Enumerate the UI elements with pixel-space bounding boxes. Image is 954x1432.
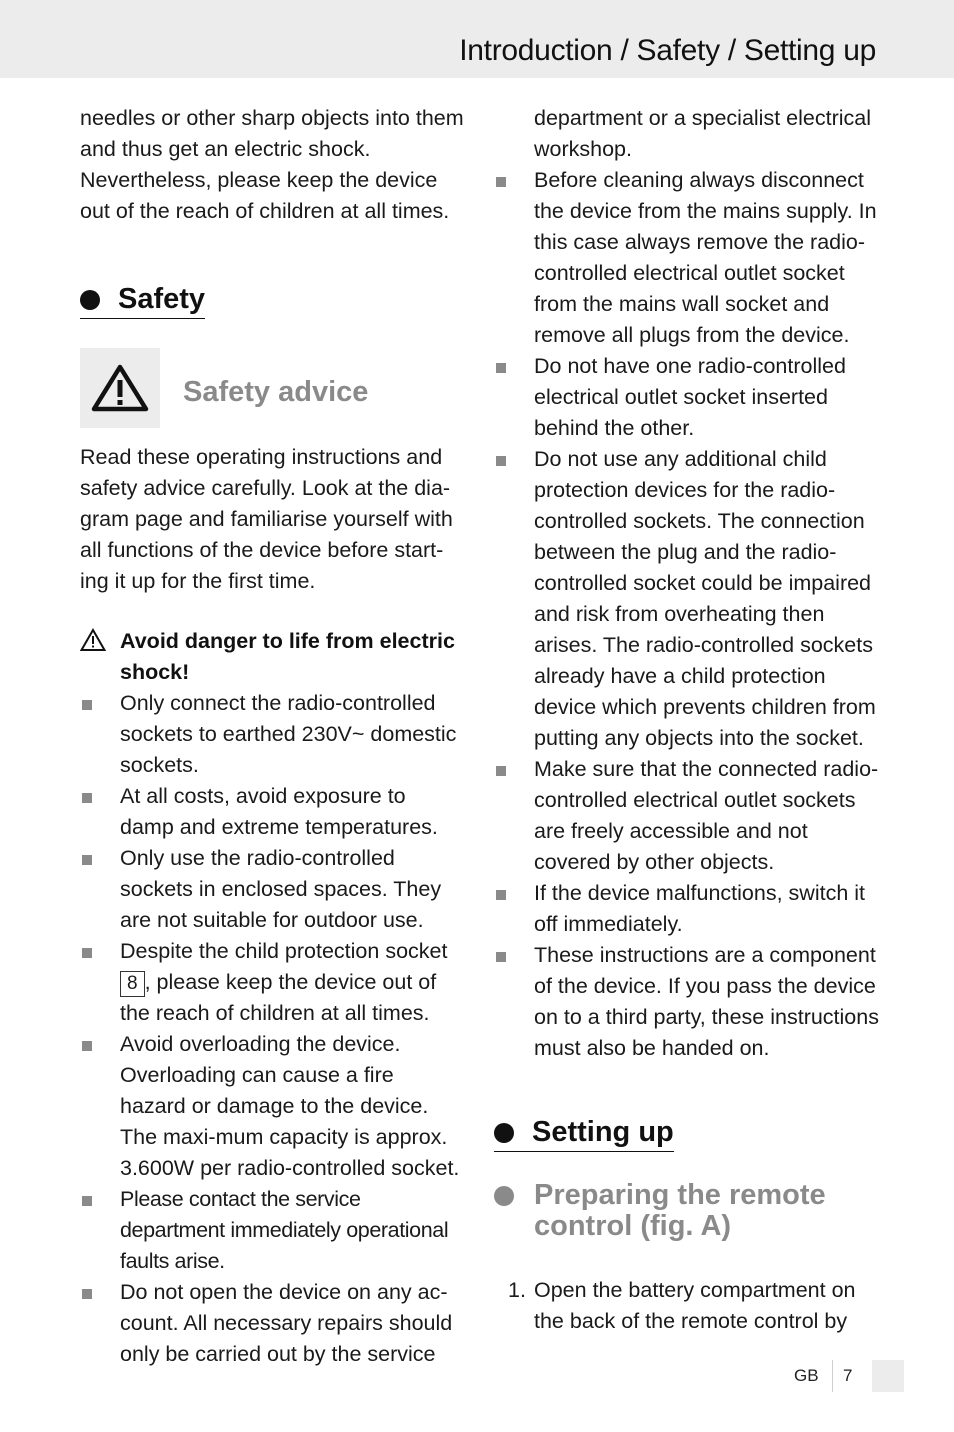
warning-triangle-box (80, 348, 160, 428)
right-column (494, 103, 886, 1064)
setting-up-heading-text: Setting up (532, 1116, 674, 1148)
list-item: Please contact the service department immediately operational faults arise. (80, 1184, 465, 1277)
preparing-remote-heading: Preparing the remote control (fig. A) (494, 1180, 894, 1242)
setup-steps (494, 1275, 886, 1337)
bullet-square-icon (82, 700, 92, 710)
list-item: 1. Open the battery compartment on the back of the remote control by (508, 1278, 856, 1333)
bullet-square-icon (496, 890, 506, 900)
left-bullet-list (80, 688, 465, 1370)
page-header-title: Introduction / Safety / Setting up (459, 34, 876, 67)
bullet-dot-icon (494, 1186, 514, 1206)
footer-language: GB (794, 1366, 819, 1385)
bullet-square-icon (496, 363, 506, 373)
danger-warning (80, 626, 465, 1370)
list-item: Avoid overloading the device. Overloading can cause a fire hazard or damage to the device. The maxi-mum capacity is approx. 3.600W per radio-controlled socket. (80, 1029, 465, 1184)
footer-tab-marker (872, 1360, 904, 1392)
bullet-dot-icon (80, 290, 100, 310)
bullet-square-icon (496, 456, 506, 466)
list-item: Despite the child protection socket 8 , please keep the device out of the reach of children at all times. (80, 936, 465, 1029)
bullet-square-icon (82, 1196, 92, 1206)
continued-paragraph: department or a specialist electrical workshop. (534, 106, 871, 161)
danger-heading-text: Avoid danger to life from electric shock! (120, 629, 455, 684)
bullet-square-icon (496, 766, 506, 776)
bullet-dot-icon (494, 1123, 514, 1143)
list-item: Do not use any additional child protection devices for the radio-controlled sockets. The connection between the plug and the radio-controlled socket could be impaired and risk from overheating then arises. The radio-controlled sockets already have a child protection device which prevents children from putting any objects into the socket. (494, 444, 886, 754)
list-item: Before cleaning always disconnect the device from the mains supply. In this case always remove the radio-controlled electrical outlet socket from the mains wall socket and remove all plugs from the device. (494, 165, 886, 351)
list-item: Only use the radio-controlled sockets in enclosed spaces. They are not suitable for outdoor use. (80, 843, 465, 936)
right-bullet-list (494, 165, 886, 1064)
page-number: 7 (843, 1366, 853, 1385)
list-item: Make sure that the connected radio-controlled electrical outlet sockets are freely accessible and not covered by other objects. (494, 754, 886, 878)
list-item: At all costs, avoid exposure to damp and extreme temperatures. (80, 781, 465, 843)
safety-advice-paragraph: Read these operating instructions and safety advice carefully. Look at the dia-gram page and familiarise yourself with all functions of the device before start-ing it up for the first time. (80, 445, 453, 593)
warning-triangle-icon (90, 363, 150, 413)
numbered-list (494, 1275, 886, 1337)
setting-up-section-heading (494, 1116, 674, 1152)
safety-section-heading (80, 283, 205, 319)
safety-heading-text: Safety (118, 283, 206, 315)
bullet-square-icon (496, 952, 506, 962)
safety-advice-heading: Safety advice (183, 376, 369, 408)
list-item: Only connect the radio-controlled sockets to earthed 230V~ domestic sockets. (80, 688, 465, 781)
small-warning-icon (80, 628, 106, 652)
footer-divider (832, 1360, 833, 1392)
bullet-square-icon (82, 948, 92, 958)
intro-paragraph: needles or other sharp objects into them and thus get an electric shock. Nevertheless, please keep the device out of the reach of children at all times. (80, 106, 464, 223)
list-item: Do not open the device on any ac-count. All necessary repairs should only be carried out by the service (80, 1277, 465, 1370)
part-reference-badge: 8 (120, 971, 145, 997)
bullet-square-icon (82, 1041, 92, 1051)
bullet-square-icon (496, 177, 506, 187)
list-item: Do not have one radio-controlled electrical outlet socket inserted behind the other. (494, 351, 886, 444)
bullet-square-icon (82, 793, 92, 803)
bullet-square-icon (82, 855, 92, 865)
list-item: These instructions are a component of the device. If you pass the device on to a third party, these instructions must also be handed on. (494, 940, 886, 1064)
bullet-square-icon (82, 1289, 92, 1299)
list-item: If the device malfunctions, switch it off immediately. (494, 878, 886, 940)
